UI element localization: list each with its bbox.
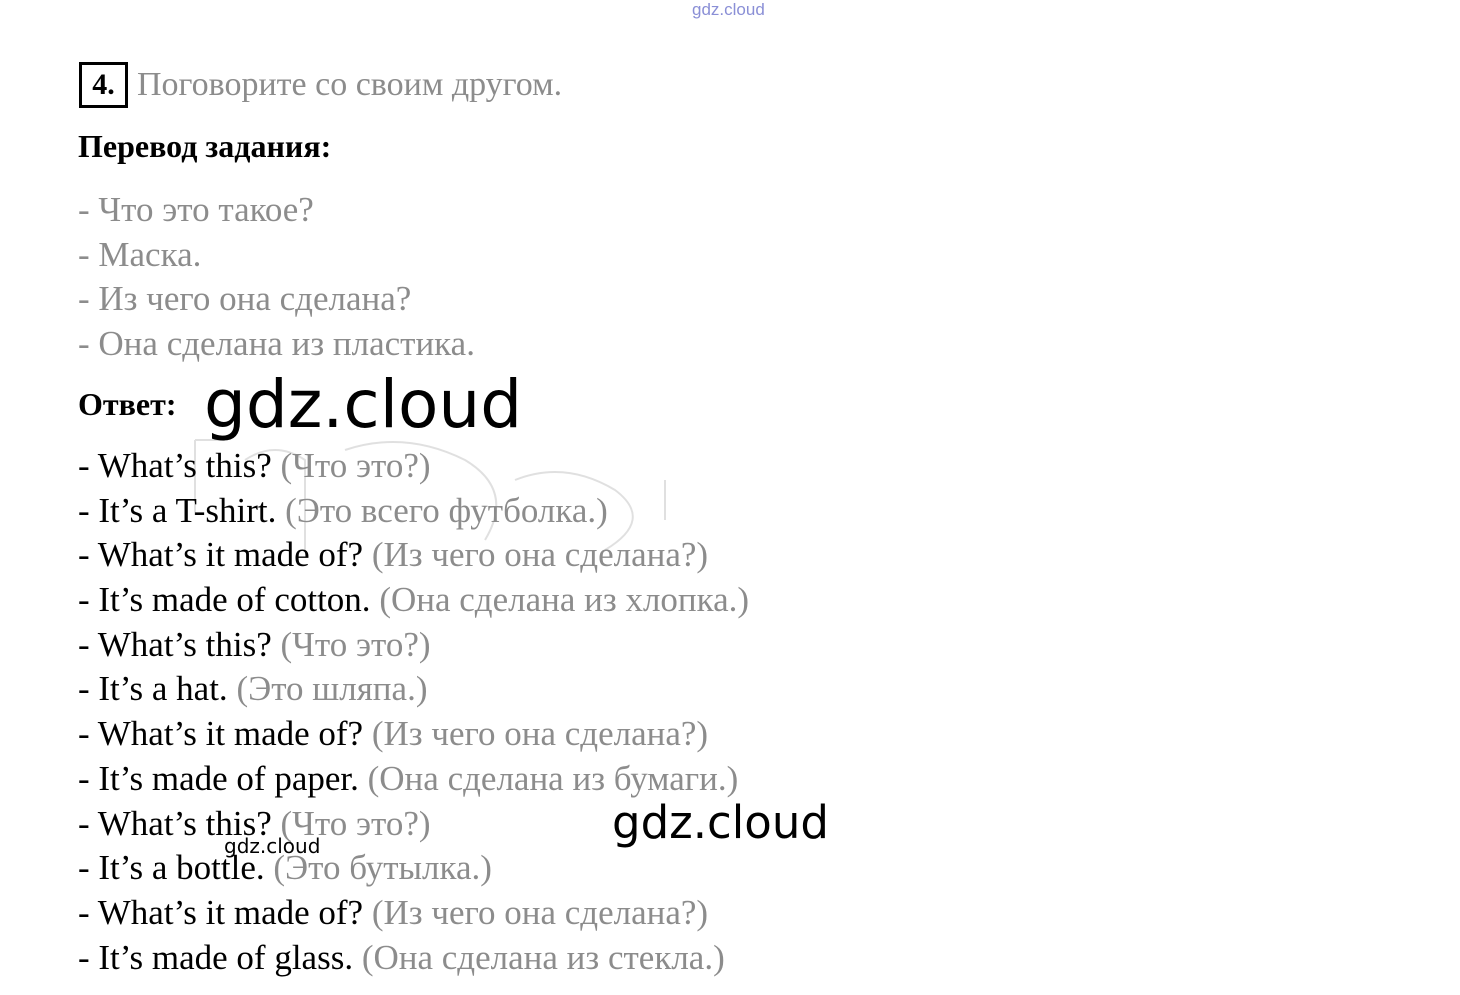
answer-english: - What’s this? xyxy=(78,624,272,664)
task-header xyxy=(79,62,562,108)
answer-line xyxy=(78,578,749,623)
task-instruction: Поговорите со своим другом. xyxy=(137,66,563,103)
answer-line xyxy=(78,533,749,578)
answer-russian: (Из чего она сделана?) xyxy=(371,535,709,575)
answer-russian: (Она сделана из бумаги.) xyxy=(367,758,739,798)
answer-russian: (Это бутылка.) xyxy=(273,848,492,888)
translation-line: - Из чего она сделана? xyxy=(78,279,412,319)
answer-line xyxy=(78,712,749,757)
answer-russian: (Что это?) xyxy=(280,624,431,664)
answer-line xyxy=(78,891,749,936)
answer-line xyxy=(78,757,749,802)
answer-russian: (Это всего футболка.) xyxy=(285,490,608,530)
answer-russian: (Что это?) xyxy=(280,446,431,485)
answer-english: - What’s this? xyxy=(78,446,272,485)
translation-line: - Что это такое? xyxy=(78,190,314,229)
answer-english: - It’s made of glass. xyxy=(78,937,354,977)
watermark-large-1: gdz.cloud xyxy=(204,366,523,443)
answer-russian: (Она сделана из хлопка.) xyxy=(379,580,750,620)
answer-line xyxy=(78,846,749,891)
task-number-box: 4. xyxy=(79,62,128,108)
answer-line xyxy=(78,936,749,981)
answer-line xyxy=(78,489,749,534)
answer-english: - What’s it made of? xyxy=(78,892,364,932)
answer-russian: (Из чего она сделана?) xyxy=(371,714,709,754)
answer-english: - It’s a hat. xyxy=(78,669,228,709)
answer-line xyxy=(78,623,749,668)
answer-english: - What’s it made of? xyxy=(78,714,364,754)
answer-russian: (Это шляпа.) xyxy=(236,669,428,709)
answer-english: - It’s made of cotton. xyxy=(78,580,371,620)
answer-russian: (Она сделана из стекла.) xyxy=(361,937,725,977)
answer-heading: Ответ: xyxy=(78,386,177,422)
answer-list xyxy=(78,444,749,980)
watermark-small: gdz.cloud xyxy=(224,834,321,858)
answer-russian: (Из чего она сделана?) xyxy=(371,892,709,932)
watermark-large-2: gdz.cloud xyxy=(612,796,829,849)
answer-english: - What’s it made of? xyxy=(78,535,364,575)
answer-english: - It’s made of paper. xyxy=(78,758,359,798)
top-watermark: gdz.cloud xyxy=(692,0,765,19)
answer-english: - It’s a bottle. xyxy=(78,848,265,888)
answer-line xyxy=(78,444,749,489)
translation-line: - Она сделана из пластика. xyxy=(78,324,475,364)
answer-russian: (Что это?) xyxy=(280,803,431,843)
answer-english: - It’s a T-shirt. xyxy=(78,490,277,530)
translation-heading: Перевод задания: xyxy=(78,128,332,164)
translation-list xyxy=(78,188,475,367)
translation-line: - Маска. xyxy=(78,234,202,274)
answer-english: - What’s this? xyxy=(78,803,272,843)
answer-line xyxy=(78,667,749,712)
